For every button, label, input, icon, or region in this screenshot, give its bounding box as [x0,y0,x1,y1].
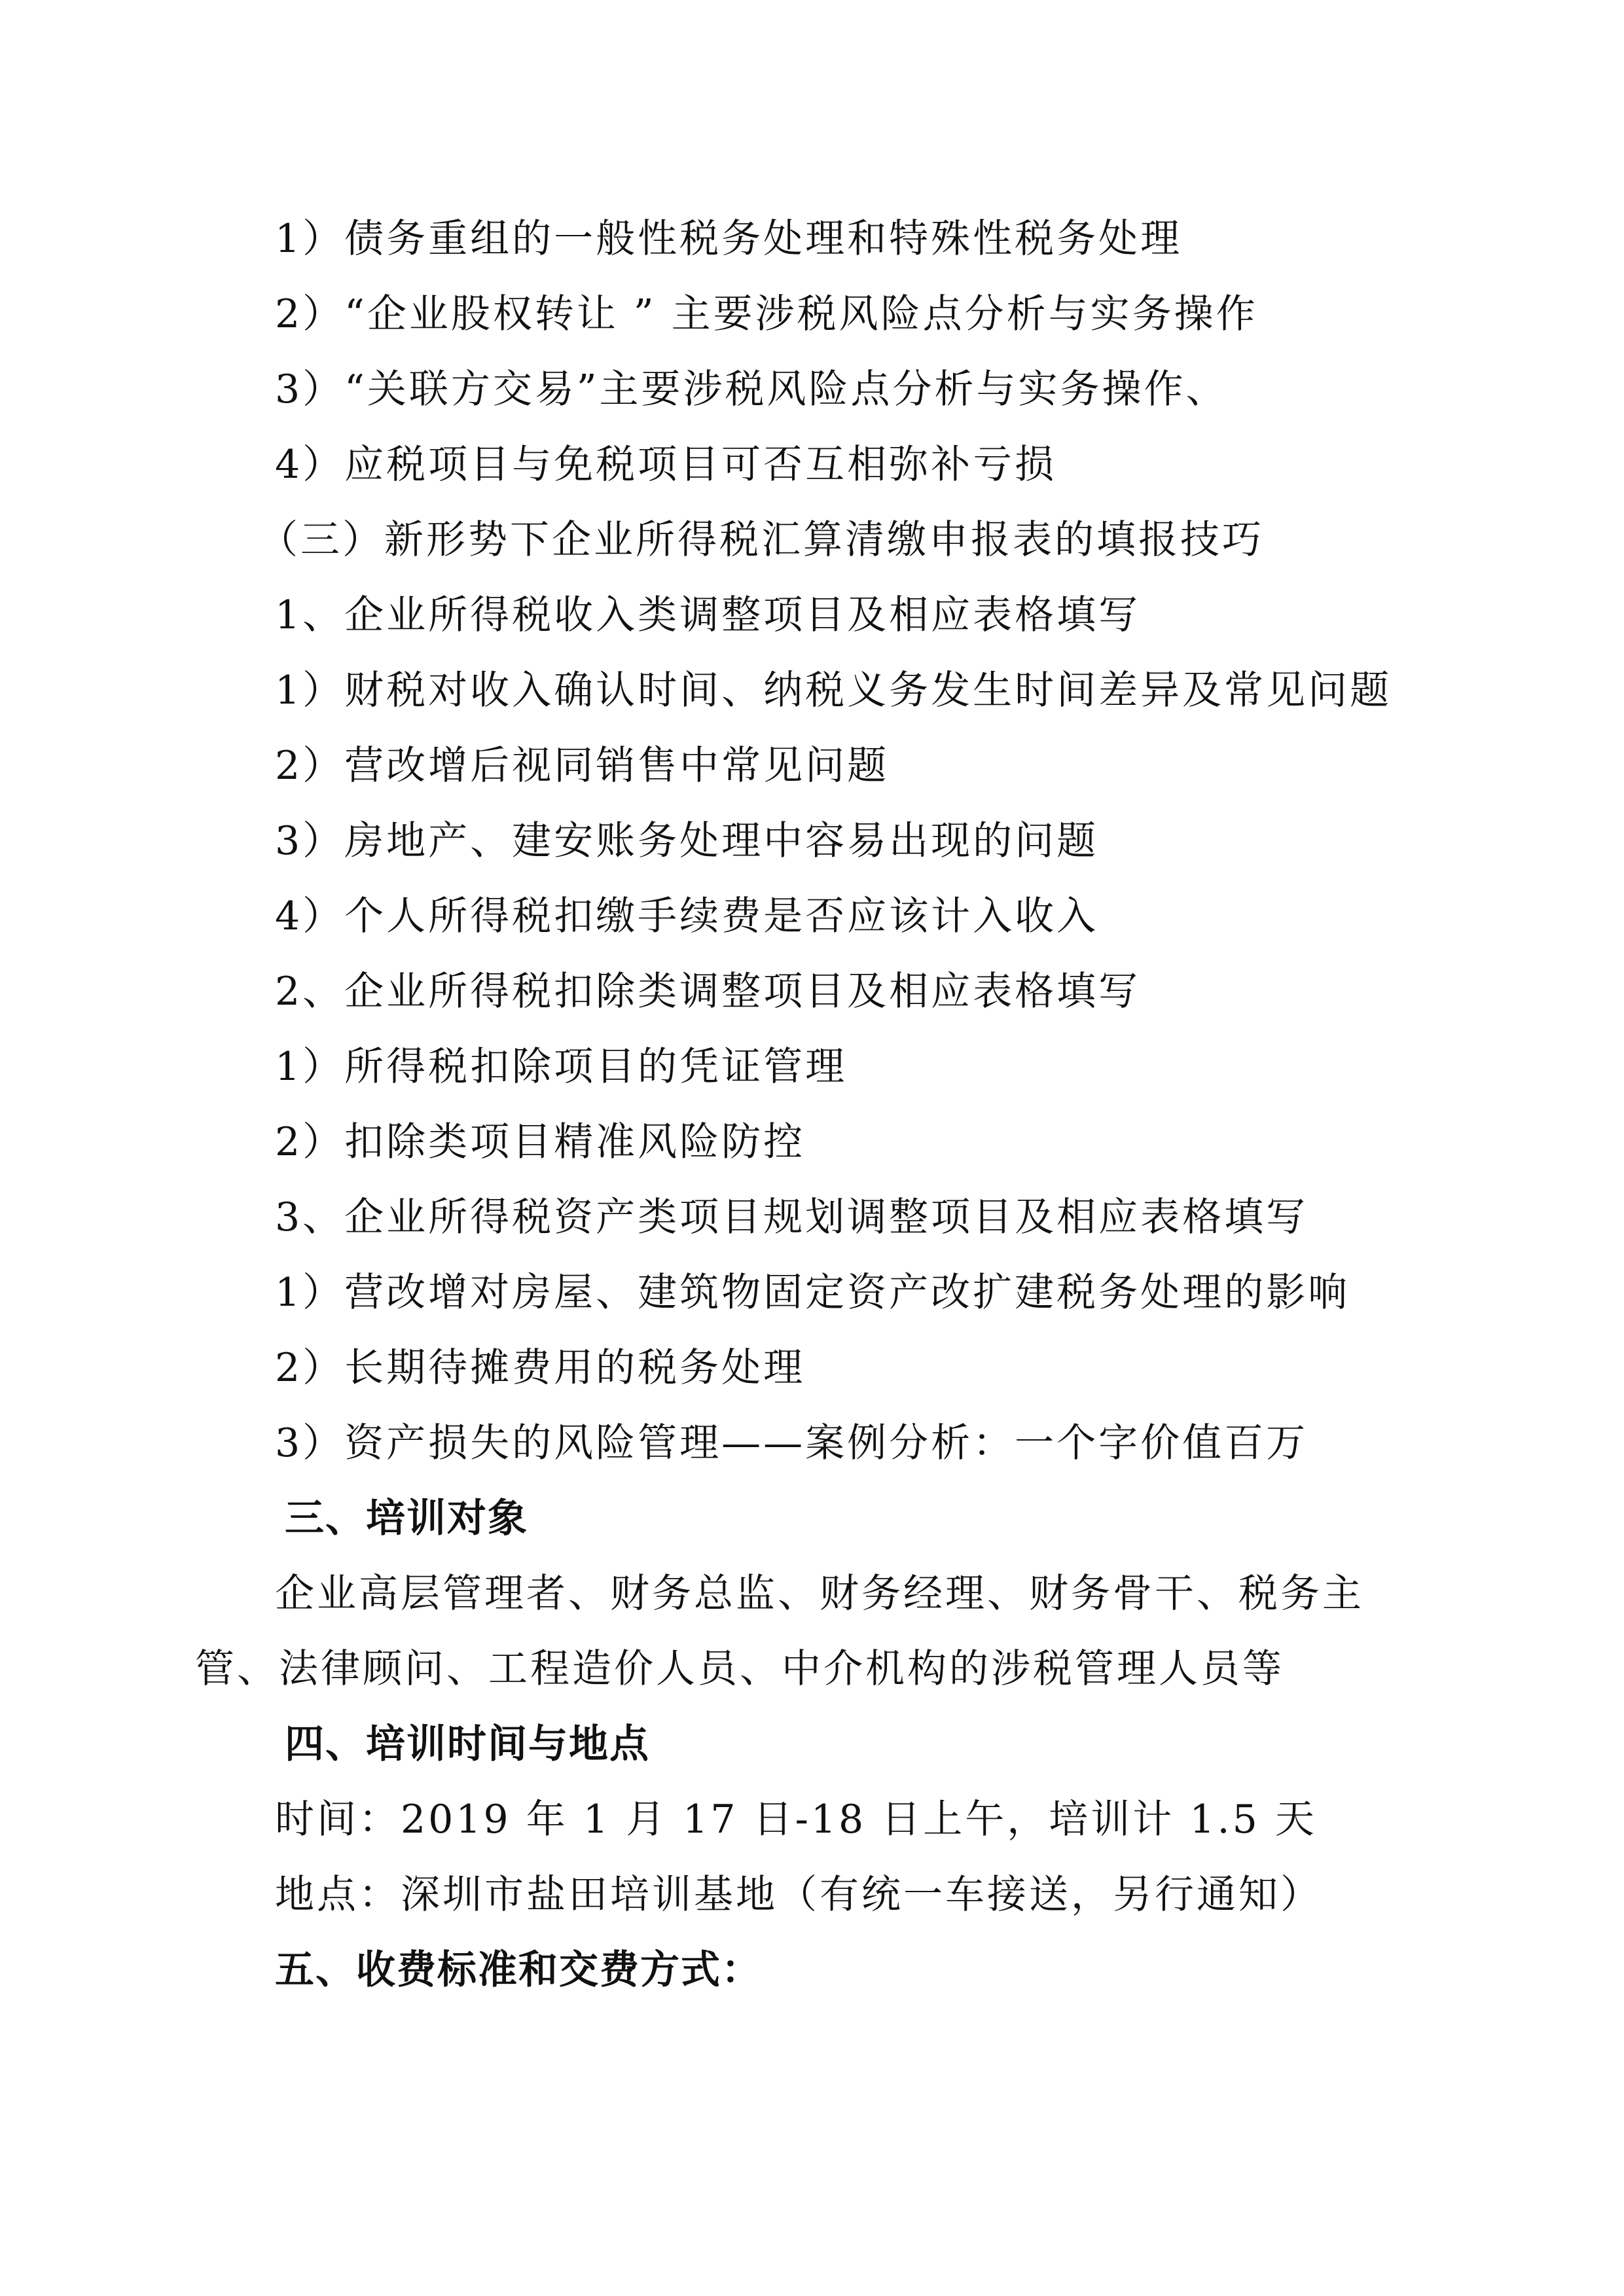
outline-item: 4）个人所得税扣缴手续费是否应该计入收入 [275,893,1099,939]
outline-item: 2）营改增后视同销售中常见问题 [275,743,890,789]
outline-item: 1）财税对收入确认时间、纳税义务发生时间差异及常见问题 [275,668,1392,713]
outline-item: 2）“企业股权转让 ” 主要涉税风险点分析与实务操作 [275,291,1258,337]
outline-item: 3）房地产、建安账务处理中容易出现的问题 [275,818,1099,864]
outline-item: 2、企业所得税扣除类调整项目及相应表格填写 [275,969,1141,1014]
outline-item: 1）营改增对房屋、建筑物固定资产改扩建税务处理的影响 [275,1270,1350,1316]
outline-item: 2）长期待摊费用的税务处理 [275,1345,806,1391]
paragraph-audience-line-2: 管、法律顾问、工程造价人员、中介机构的涉税管理人员等 [195,1646,1284,1692]
subsection-title: （三）新形势下企业所得税汇算清缴申报表的填报技巧 [259,517,1264,563]
outline-item: 1）所得税扣除项目的凭证管理 [275,1044,848,1090]
section-heading-fees: 五、收费标准和交费方式： [275,1947,762,1993]
paragraph-audience-line-1: 企业高层管理者、财务总监、财务经理、财务骨干、税务主 [275,1571,1364,1617]
outline-item: 1）债务重组的一般性税务处理和特殊性税务处理 [275,216,1183,262]
outline-item: 3、企业所得税资产类项目规划调整项目及相应表格填写 [275,1194,1308,1240]
outline-item: 4）应税项目与免税项目可否互相弥补亏损 [275,442,1057,488]
outline-item: 3）资产损失的风险管理——案例分析：一个字价值百万 [275,1420,1308,1466]
training-place: 地点：深圳市盐田培训基地（有统一车接送，另行通知） [275,1872,1322,1918]
outline-item: 3）“关联方交易”主要涉税风险点分析与实务操作、 [275,367,1228,412]
section-heading-time-place: 四、培训时间与地点 [285,1721,650,1767]
outline-item: 1、企业所得税收入类调整项目及相应表格填写 [275,592,1141,638]
training-time: 时间：2019 年 1 月 17 日-18 日上午，培训计 1.5 天 [275,1797,1317,1842]
section-heading-training-audience: 三、培训对象 [285,1496,528,1541]
outline-item: 2）扣除类项目精准风险防控 [275,1119,806,1165]
